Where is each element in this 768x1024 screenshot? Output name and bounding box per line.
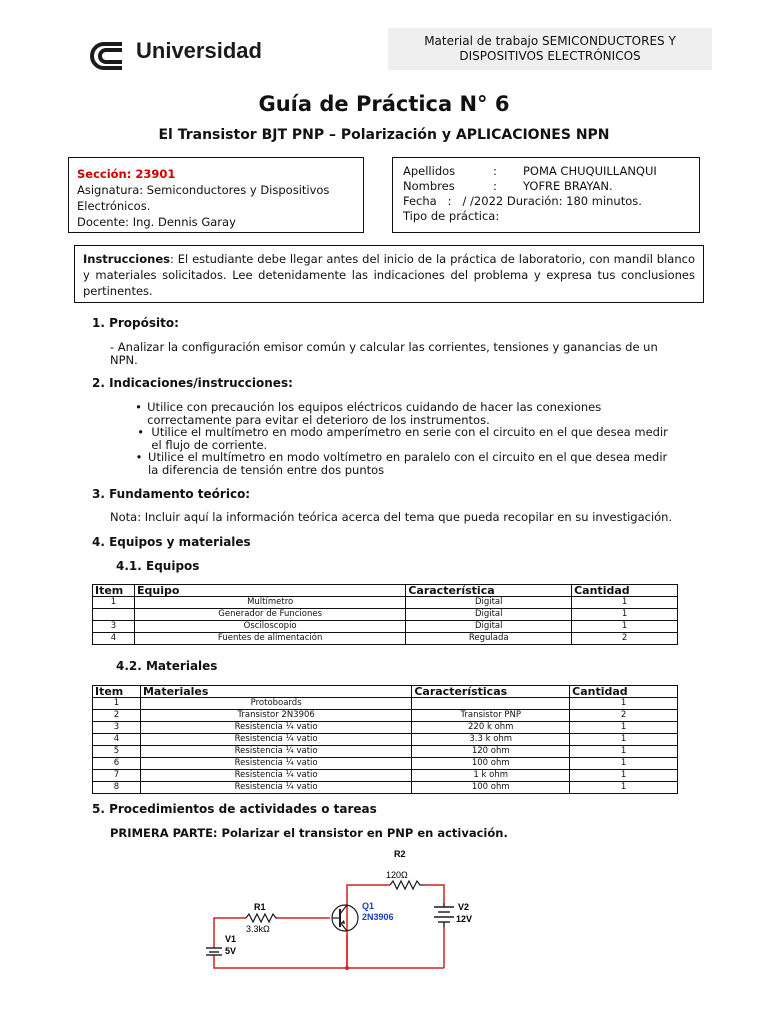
list-item: • Utilice el multímetro en modo amperímetro en serie con el circuito en el que desea medir el flujo de corriente. — [130, 426, 675, 451]
table-cell: 100 ohm — [412, 782, 570, 794]
page-title: Guía de Práctica N° 6 — [258, 92, 510, 116]
table-cell: 120 ohm — [412, 746, 570, 758]
section-2-title: 2. Indicaciones/instrucciones: — [92, 376, 293, 390]
table-row — [93, 633, 678, 645]
surname-row — [403, 164, 689, 179]
table-cell: 1 — [572, 597, 678, 609]
table-cell: Resistencia ¼ vatio — [140, 770, 411, 782]
r2-value: 120Ω — [386, 870, 408, 880]
q1-name: Q1 — [362, 901, 375, 911]
name-value: YOFRE BRAYAN. — [523, 179, 613, 193]
column-header: Cantidad — [570, 686, 678, 698]
section-3-text: Nota: Incluir aquí la información teórica acerca del tema que pueda recopilar en su investigación. — [110, 510, 673, 524]
table-cell: Generador de Funciones — [134, 609, 405, 621]
table-cell: 1 — [570, 782, 678, 794]
table-cell: Resistencia ¼ vatio — [140, 746, 411, 758]
table-cell: 2 — [572, 633, 678, 645]
section-5-subtitle: PRIMERA PARTE: Polarizar el transistor en PNP en activación. — [110, 826, 508, 840]
r1-name: R1 — [254, 902, 266, 912]
table-cell: Regulada — [406, 633, 572, 645]
column-header: Item — [93, 585, 135, 597]
table-row — [93, 770, 678, 782]
v1-battery-icon — [206, 948, 222, 955]
r1-value: 3.3kΩ — [246, 924, 270, 934]
name-row — [403, 179, 689, 194]
practice-type: Tipo de práctica: — [403, 209, 500, 223]
materials-table — [92, 685, 678, 794]
teacher: Docente: Ing. Dennis Garay — [77, 215, 236, 229]
table-cell: 2 — [93, 710, 141, 722]
table-cell: 1 — [572, 609, 678, 621]
section-3-title: 3. Fundamento teórico: — [92, 487, 251, 501]
university-logo-icon — [92, 40, 132, 72]
table-cell: Osciloscopio — [134, 621, 405, 633]
r2-name: R2 — [394, 849, 406, 859]
table-row — [93, 746, 678, 758]
column-header: Característica — [406, 585, 572, 597]
course-info-box — [68, 157, 364, 233]
material-header — [388, 28, 712, 70]
table-cell: 1 k ohm — [412, 770, 570, 782]
table-cell: 3 — [93, 621, 135, 633]
table-cell: 1 — [572, 621, 678, 633]
table-header-row — [93, 585, 678, 597]
table-row — [93, 698, 678, 710]
v2-value: 12V — [456, 914, 473, 924]
list-item-text: Utilice el multímetro en modo voltímetro en paralelo con el circuito en el que desea medir la diferencia de tensión entre dos puntos — [148, 450, 668, 477]
table-cell — [412, 698, 570, 710]
table-cell: 7 — [93, 770, 141, 782]
table-cell: Multímetro — [134, 597, 405, 609]
section-4-2-title: 4.2. Materiales — [116, 659, 218, 673]
page-subtitle: El Transistor BJT PNP – Polarización y APLICACIONES NPN — [158, 127, 610, 143]
subject-cont: Electrónicos. — [77, 199, 151, 213]
table-cell: Protoboards — [140, 698, 411, 710]
table-cell: 1 — [570, 734, 678, 746]
table-row — [93, 782, 678, 794]
table-row — [93, 609, 678, 621]
v1-name: V1 — [225, 934, 237, 944]
table-cell — [93, 609, 135, 621]
material-line-1: Material de trabajo SEMICONDUCTORES Y — [424, 34, 676, 48]
r1-resistor-icon — [246, 914, 278, 922]
q1-part: 2N3906 — [362, 912, 394, 922]
logo-text: Universidad — [136, 38, 262, 63]
table-cell: 2 — [570, 710, 678, 722]
table-cell: 5 — [93, 746, 141, 758]
list-item-text: Utilice con precaución los equipos eléctricos cuidando de hacer las conexiones correctamente para evitar el deterioro de los instrumentos. — [147, 400, 602, 427]
table-cell: Resistencia ¼ vatio — [140, 734, 411, 746]
column-header: Características — [412, 686, 570, 698]
table-cell: 6 — [93, 758, 141, 770]
table-cell: 1 — [570, 770, 678, 782]
name-label: Nombres — [403, 179, 455, 193]
v1-value: 5V — [225, 946, 237, 956]
table-cell: Digital — [406, 621, 572, 633]
material-line-2: DISPOSITIVOS ELECTRÓNICOS — [459, 49, 641, 63]
column-header: Equipo — [134, 585, 405, 597]
table-cell: 1 — [570, 722, 678, 734]
surname-value: POMA CHUQUILLANQUI — [523, 164, 657, 178]
university-logo — [92, 38, 262, 72]
date-row: Fecha : / /2022 Duración: 180 minutos. — [403, 194, 642, 208]
column-header: Materiales — [140, 686, 411, 698]
equipment-table — [92, 584, 678, 645]
instructions-text: : El estudiante debe llegar antes del inicio de la práctica de laboratorio, con mandil blanco y materiales solicitados. Lee detenidamente las indicaciones del problema y expresa tus conclusiones pertinentes. — [83, 252, 695, 298]
table-cell: 4 — [93, 633, 135, 645]
table-cell: 3.3 k ohm — [412, 734, 570, 746]
table-cell: 100 ohm — [412, 758, 570, 770]
table-cell: Digital — [406, 597, 572, 609]
table-cell: 1 — [570, 746, 678, 758]
table-row — [93, 710, 678, 722]
column-header: Cantidad — [572, 585, 678, 597]
table-cell: 8 — [93, 782, 141, 794]
v2-battery-icon — [434, 903, 454, 927]
q1-transistor-icon — [332, 905, 358, 931]
list-item-text: Utilice el multímetro en modo amperímetro en serie con el circuito en el que desea medir el flujo de corriente. — [151, 425, 668, 452]
column-header: Item — [93, 686, 141, 698]
table-row — [93, 722, 678, 734]
table-row — [93, 758, 678, 770]
table-cell: Fuentes de alimentación — [134, 633, 405, 645]
table-cell: 220 k ohm — [412, 722, 570, 734]
colon: : — [493, 164, 497, 178]
table-cell: 1 — [93, 698, 141, 710]
table-row — [93, 621, 678, 633]
table-row — [93, 597, 678, 609]
table-cell: Resistencia ¼ vatio — [140, 758, 411, 770]
table-cell: 1 — [570, 698, 678, 710]
list-item: • Utilice el multímetro en modo voltímetro en paralelo con el circuito en el que desea medir la diferencia de tensión entre dos puntos — [130, 451, 675, 476]
junction-dot — [345, 966, 349, 970]
section-code: Sección: 23901 — [77, 167, 176, 181]
instructions-label: Instrucciones — [83, 252, 170, 266]
table-cell: Transistor PNP — [412, 710, 570, 722]
subject: Asignatura: Semiconductores y Dispositivos — [77, 183, 330, 197]
instructions-box — [74, 245, 704, 303]
surname-label: Apellidos — [403, 164, 456, 178]
section-4-title: 4. Equipos y materiales — [92, 535, 251, 549]
list-item: • Utilice con precaución los equipos eléctricos cuidando de hacer las conexiones correctamente para evitar el deterioro de los instrumentos. — [130, 401, 675, 426]
table-cell: 3 — [93, 722, 141, 734]
pnp-circuit-diagram — [190, 845, 480, 975]
section-4-1-title: 4.1. Equipos — [116, 559, 200, 573]
v2-name: V2 — [458, 902, 470, 912]
table-cell: Resistencia ¼ vatio — [140, 722, 411, 734]
r2-resistor-icon — [390, 881, 425, 889]
student-info-box — [392, 157, 700, 233]
section-1-text: - Analizar la configuración emisor común y calcular las corrientes, tensiones y ganancias de un NPN. — [110, 340, 658, 367]
section-1-title: 1. Propósito: — [92, 316, 179, 330]
table-cell: 4 — [93, 734, 141, 746]
table-cell: 1 — [93, 597, 135, 609]
table-header-row — [93, 686, 678, 698]
section-5-title: 5. Procedimientos de actividades o tareas — [92, 802, 377, 816]
colon: : — [493, 179, 497, 193]
instructions-list — [130, 401, 675, 476]
table-cell: Transistor 2N3906 — [140, 710, 411, 722]
table-cell: Resistencia ¼ vatio — [140, 782, 411, 794]
table-cell: 1 — [570, 758, 678, 770]
table-cell: Digital — [406, 609, 572, 621]
table-row — [93, 734, 678, 746]
